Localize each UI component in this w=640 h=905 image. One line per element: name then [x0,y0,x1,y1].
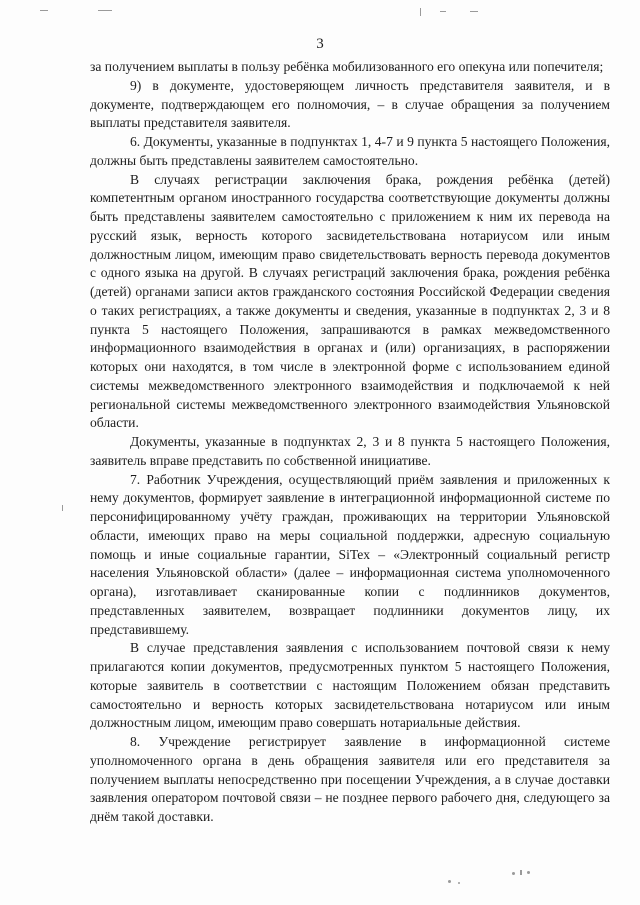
scan-mark [512,872,515,875]
scan-mark [458,882,460,884]
scan-mark [62,505,63,511]
scan-mark [527,871,530,874]
paragraph-item-9: 9) в документе, удостоверяющем личность представителя заявителя, и в документе, подтверждающем его полномочия, – в случае обращения за получением выплаты представителя заявителя. [90,77,610,131]
paragraph-clause-7: 7. Работник Учреждения, осуществляющий приём заявления и приложенных к нему документов, формирует заявление в интеграционной информационной системе по персонифицированному учёту граждан, проживающих на территории Ульяновской области, имеющих право на меры социальной поддержки, адресную социальную помощь и иные социальные гарантии, SiTex – «Электронный социальный регистр населения Ульяновской области» (далее – информационная система уполномоченного органа), изготавливает сканированные копии с подлинников документов, представленных заявителем, возвращает подлинники документов лицу, их представившему. [90,471,610,637]
scan-mark [440,11,446,12]
scan-mark [520,870,522,875]
paragraph-clause-6: 6. Документы, указанные в подпунктах 1, 4-7 и 9 пункта 5 настоящего Положения, должны быть представлены заявителем самостоятельно. [90,134,610,168]
scan-mark [448,880,451,883]
scan-mark [98,10,112,11]
scan-mark [420,8,421,16]
paragraph-postal-submission: В случае представления заявления с использованием почтовой связи к нему прилагаются копии документов, предусмотренных пунктом 5 настоящего Положения, которые заявитель в соответствии с настоящим Положением обязан представить самостоятельно и верность которых засвидетельствована нотариусом или иным должностным лицом, имеющим право совершать нотариальные действия. [90,640,610,731]
paragraph-continuation: за получением выплаты в пользу ребёнка мобилизованного его опекуна или попечителя; [90,59,604,74]
paragraph-own-initiative: Документы, указанные в подпунктах 2, 3 и 8 пункта 5 настоящего Положения, заявитель вправе представить по собственной инициативе. [90,434,610,468]
document-body [90,58,610,827]
paragraph-clause-8: 8. Учреждение регистрирует заявление в информационной системе уполномоченного органа в день обращения заявителя или его представителя за получением выплаты непосредственно при посещении Учреждения, а в случае доставки заявления оператором почтовой связи – не позднее первого рабочего дня, следующего за днём такой доставки. [90,734,610,824]
scan-mark [470,11,478,12]
page-number: 3 [316,36,324,52]
paragraph-foreign-registration: В случаях регистрации заключения брака, рождения ребёнка (детей) компетентным органом иностранного государства соответствующие документы должны быть представлены заявителем самостоятельно с приложением к ним их перевода на русский язык, верность которого засвидетельствована нотариусом или иным должностным лицом, имеющим право свидетельствовать верность перевода документов с одного языка на другой. В случаях регистраций заключения брака, рождения ребёнка (детей) органами записи актов гражданского состояния Российской Федерации сведения о таких регистрациях, а также документы и сведения, указанные в подпунктах 2, 3 и 8 пункта 5 настоящего Положения, запрашиваются в рамках межведомственного информационного взаимодействия в органах и (или) организациях, в распоряжении которых они находятся, в том числе в электронной форме с использованием единой системы межведомственного электронного взаимодействия и подключаемой к ней региональной системы межведомственного электронного взаимодействия Ульяновской области. [90,171,610,431]
scan-mark [40,10,48,11]
